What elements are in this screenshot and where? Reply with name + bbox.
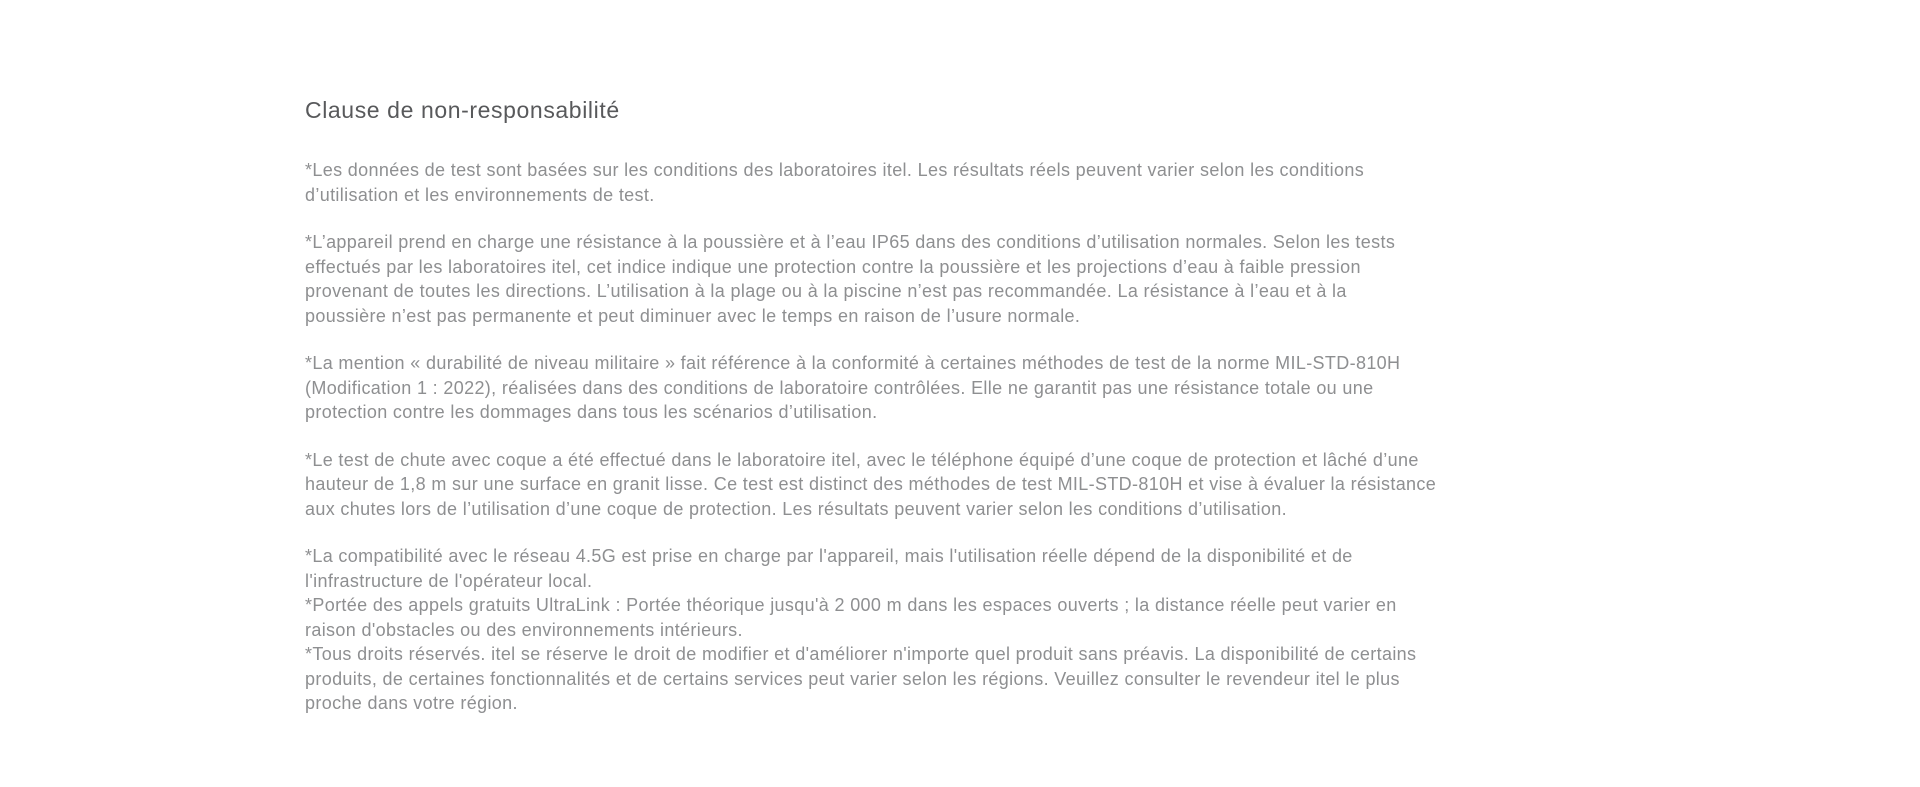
paragraph-line: l'infrastructure de l'opérateur local.: [305, 570, 593, 591]
disclaimer-paragraph-ip65: [305, 230, 1635, 328]
paragraph-line: hauteur de 1,8 m sur une surface en granit lisse. Ce test est distinct des méthodes de test MIL-STD-810H et vise à évaluer la résistance: [305, 474, 1437, 494]
paragraph-line: poussière n’est pas permanente et peut diminuer avec le temps en raison de l’usure normale.: [305, 305, 1081, 326]
paragraph-line: *Portée des appels gratuits UltraLink : Portée théorique jusqu'à 2 000 m dans les espaces ouverts ; la distance réelle peut varier en: [305, 595, 1397, 615]
paragraph-line: effectués par les laboratoires itel, cet indice indique une protection contre la poussière et les projections d’eau à faible pression: [305, 256, 1361, 277]
disclaimer-section: [305, 97, 1635, 716]
paragraph-line: *La mention « durabilité de niveau militaire » fait référence à la conformité à certaines méthodes de test de la norme MIL-STD-810H: [305, 353, 1401, 373]
paragraph-line: d’utilisation et les environnements de test.: [305, 184, 655, 205]
paragraph-line: aux chutes lors de l’utilisation d’une coque de protection. Les résultats peuvent varier selon les conditions d’utilisation.: [305, 498, 1287, 519]
paragraph-line: *Les données de test sont basées sur les conditions des laboratoires itel. Les résultats réels peuvent varier selon les conditions: [305, 160, 1365, 180]
paragraph-line: produits, de certaines fonctionnalités et de certains services peut varier selon les régions. Veuillez consulter le revendeur itel le plus: [305, 668, 1400, 689]
disclaimer-paragraph-test-data: [305, 158, 1635, 207]
paragraph-line: provenant de toutes les directions. L’utilisation à la plage ou à la piscine n’est pas recommandée. La résistance à l’eau et à la: [305, 281, 1347, 301]
disclaimer-paragraph-network-rights: [305, 544, 1635, 716]
paragraph-line: raison d'obstacles ou des environnements intérieurs.: [305, 619, 743, 640]
paragraph-line: *La compatibilité avec le réseau 4.5G est prise en charge par l'appareil, mais l'utilisation réelle dépend de la disponibilité et de: [305, 546, 1353, 566]
paragraph-line: *L’appareil prend en charge une résistance à la poussière et à l’eau IP65 dans des conditions d’utilisation normales. Selon les tests: [305, 232, 1396, 252]
paragraph-line: proche dans votre région.: [305, 693, 518, 713]
paragraph-line: *Le test de chute avec coque a été effectué dans le laboratoire itel, avec le téléphone équipé d’une coque de protection et lâché d’une: [305, 449, 1419, 470]
paragraph-line: (Modification 1 : 2022), réalisées dans des conditions de laboratoire contrôlées. Elle ne garantit pas une résistance totale ou une: [305, 377, 1374, 398]
disclaimer-paragraph-drop-test: [305, 448, 1635, 522]
paragraph-line: protection contre les dommages dans tous les scénarios d’utilisation.: [305, 402, 878, 422]
page-title: Clause de non-responsabilité: [305, 97, 620, 123]
disclaimer-paragraph-mil-std: [305, 351, 1635, 425]
paragraph-line: *Tous droits réservés. itel se réserve le droit de modifier et d'améliorer n'importe quel produit sans préavis. La disponibilité de certains: [305, 644, 1417, 664]
